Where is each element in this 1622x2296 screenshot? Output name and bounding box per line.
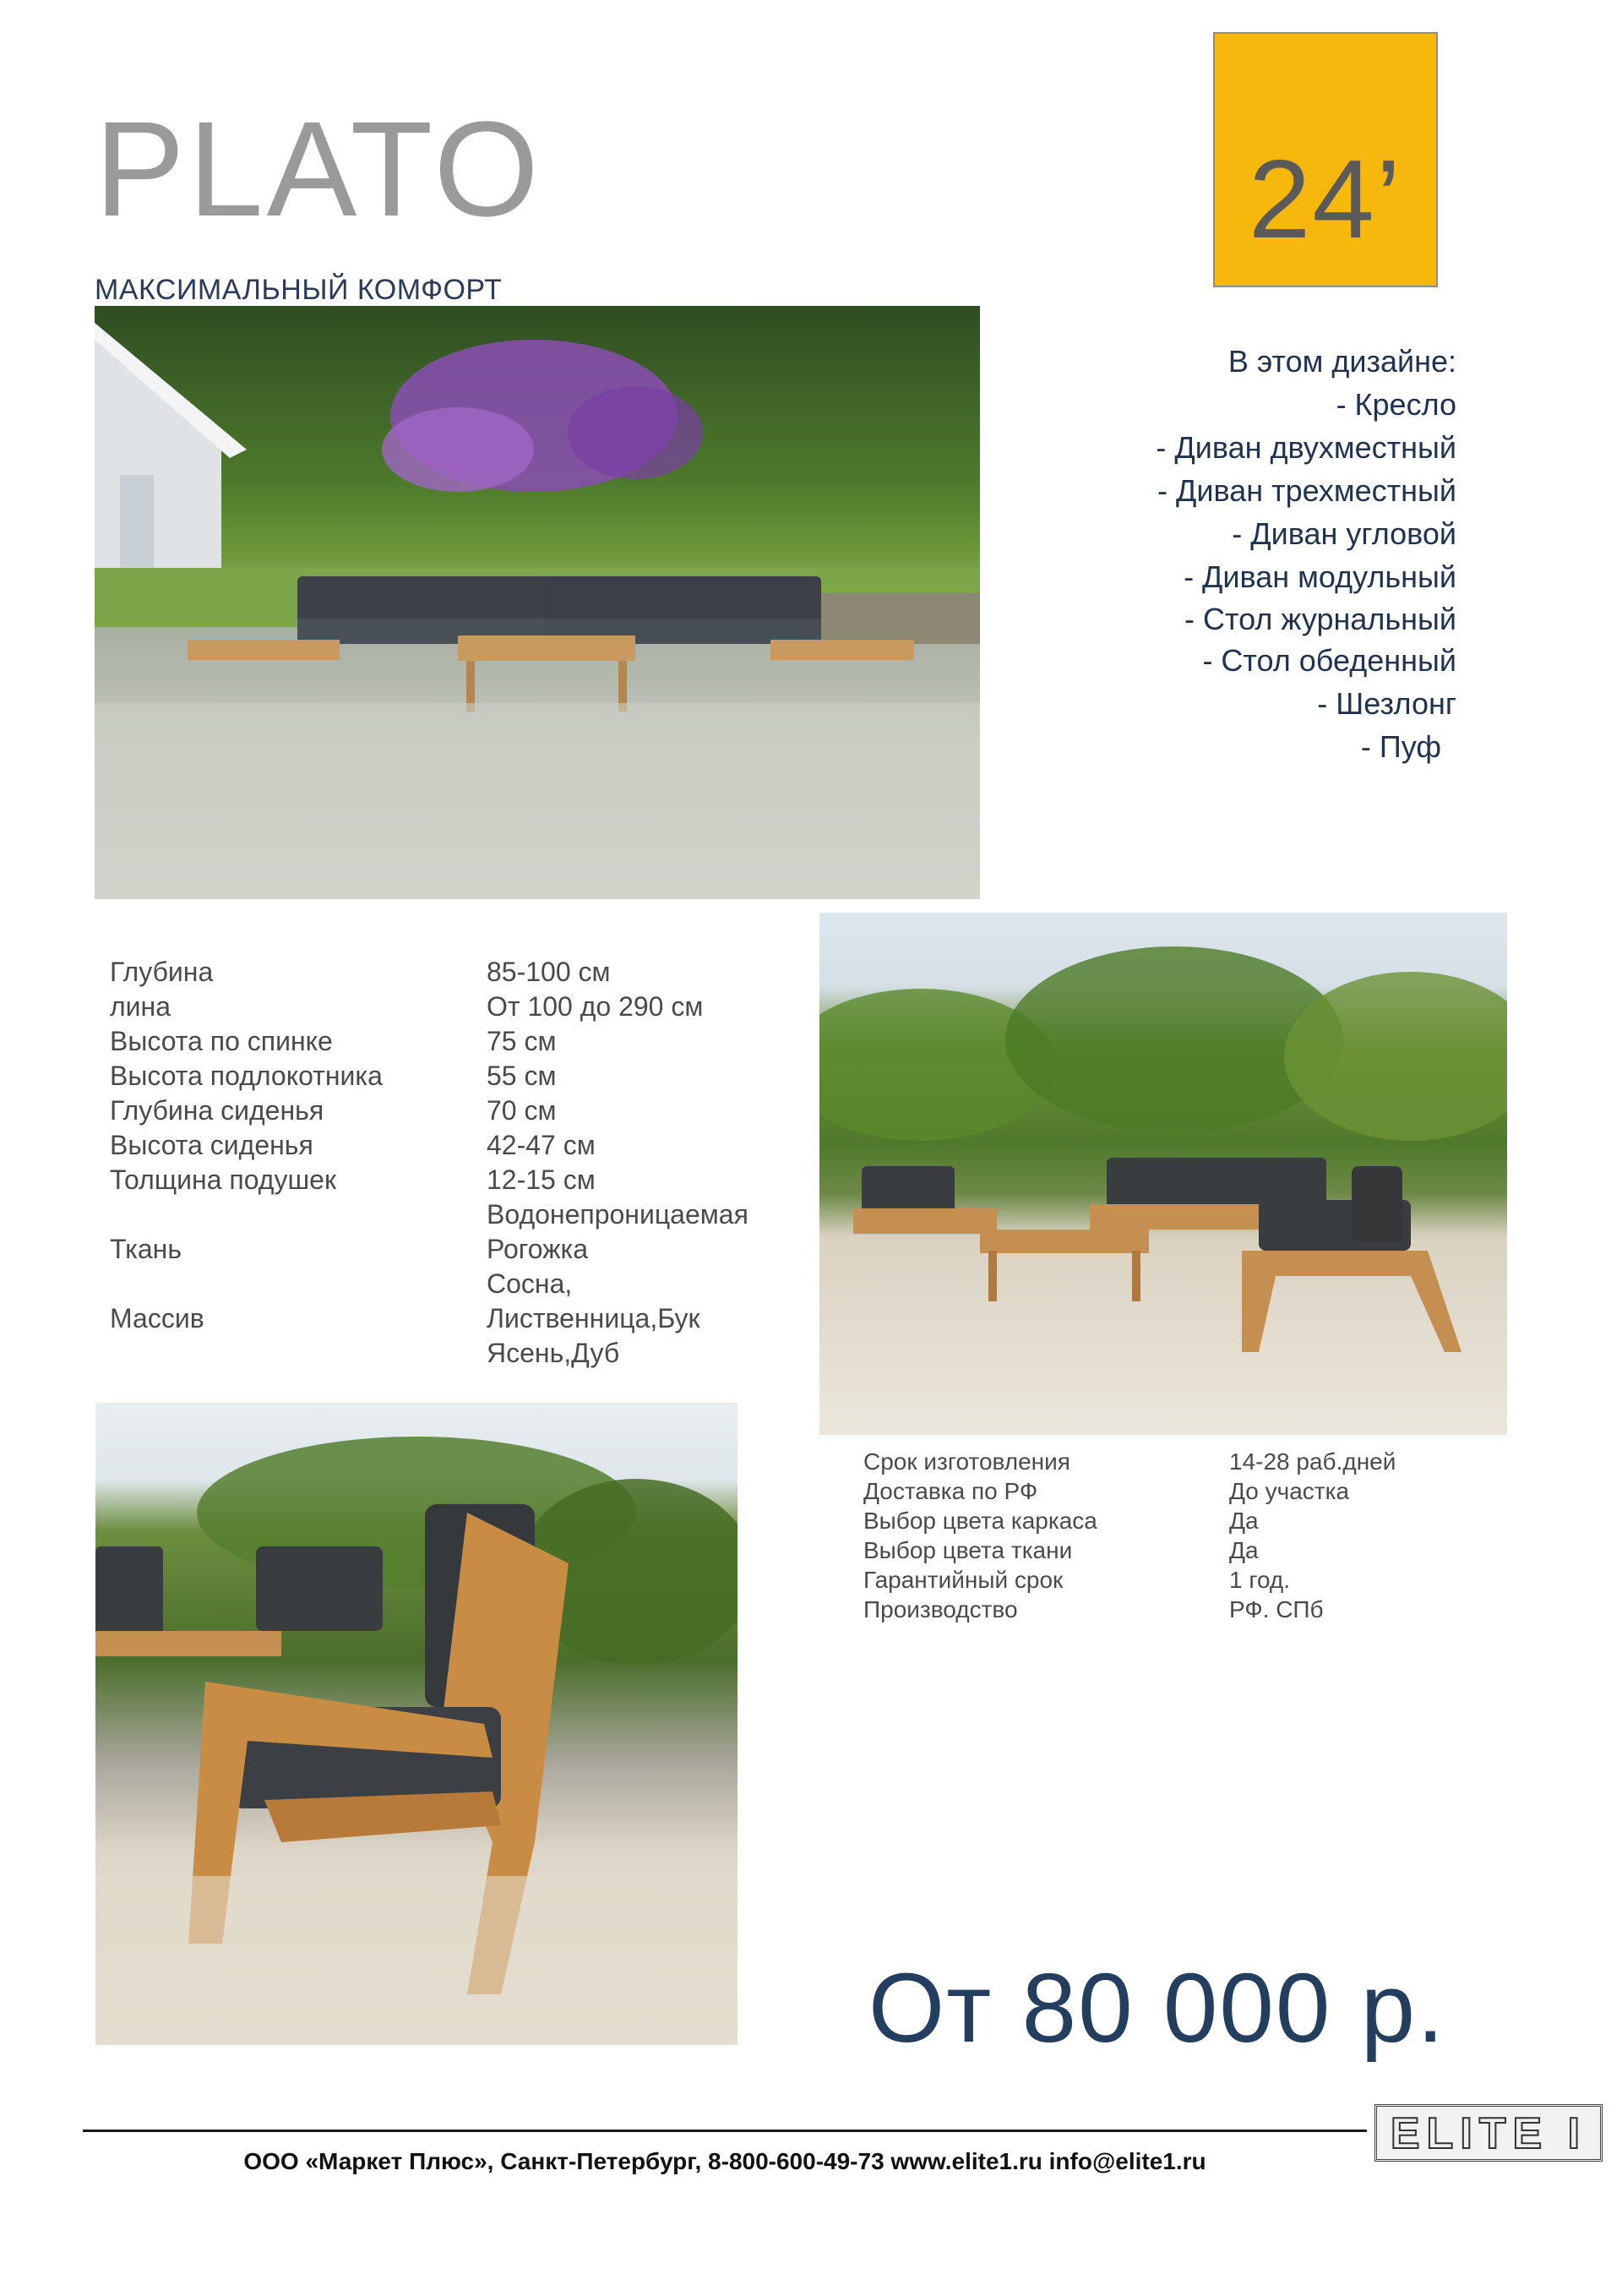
term-row	[863, 1450, 1455, 1480]
term-value: До участка	[1229, 1478, 1350, 1504]
design-item: - Кресло	[1336, 387, 1456, 422]
spec-label: Ткань	[110, 1234, 182, 1264]
design-item: - Диван трехместный	[1157, 473, 1456, 508]
spec-row	[110, 958, 803, 993]
term-row	[863, 1539, 1455, 1568]
specs-table	[110, 958, 803, 1374]
spec-value: 42-47 см	[487, 1130, 596, 1160]
spec-row	[110, 1132, 803, 1166]
photo-illustration	[819, 913, 1507, 1435]
design-item: - Шезлонг	[1317, 686, 1456, 721]
design-item: - Диван угловой	[1232, 516, 1456, 551]
spec-row	[110, 1028, 803, 1062]
design-heading: В этом дизайне:	[1227, 344, 1456, 379]
term-row	[863, 1598, 1455, 1628]
term-label: Выбор цвета ткани	[863, 1537, 1073, 1563]
spec-value: Лиственница,Бук	[487, 1303, 700, 1333]
spec-row	[110, 1097, 803, 1132]
brand-logo-text: ELITE I	[1390, 2109, 1587, 2158]
spec-value: Рогожка	[487, 1234, 589, 1264]
page-title: PLATO	[95, 93, 542, 244]
spec-label: Массив	[110, 1303, 204, 1333]
spec-value: 70 см	[487, 1095, 557, 1126]
design-item: - Диван модульный	[1184, 559, 1456, 594]
armchair-closeup-photo	[95, 1403, 738, 2045]
term-label: Производство	[863, 1596, 1018, 1622]
photo-illustration	[95, 1403, 738, 2045]
term-value: 1 год.	[1229, 1567, 1291, 1593]
spec-value: 55 см	[487, 1061, 557, 1091]
term-row	[863, 1568, 1455, 1598]
spec-label: Глубина сиденья	[110, 1095, 324, 1126]
spec-label: Глубина	[110, 957, 214, 987]
spec-label: Толщина подушек	[110, 1164, 336, 1195]
design-item: - Стол журнальный	[1184, 602, 1456, 636]
design-item: - Диван двухместный	[1156, 430, 1456, 465]
spec-row-fabric	[110, 1201, 803, 1270]
size-badge	[1213, 32, 1438, 287]
price-label: От 80 000 р.	[868, 1953, 1446, 2063]
terms-table	[863, 1450, 1455, 1628]
spec-value: От 100 до 290 см	[487, 991, 704, 1022]
spec-label: лина	[110, 991, 171, 1022]
brand-logo	[1374, 2104, 1603, 2162]
spec-value: 12-15 см	[487, 1164, 596, 1195]
footer-contacts: ООО «Маркет Плюс», Санкт-Петербург, 8-800-600-49-73 www.elite1.ru info@elite1.ru	[243, 2148, 1206, 2174]
design-item: - Пуф	[1360, 729, 1441, 764]
spec-value: Водонепроницаемая	[487, 1199, 748, 1230]
badge-label: 24’	[1248, 137, 1403, 261]
design-list	[1156, 346, 1456, 775]
term-value: Да	[1229, 1508, 1259, 1534]
spec-label: Высота сиденья	[110, 1130, 313, 1160]
term-value: 14-28 раб.дней	[1229, 1448, 1396, 1475]
spec-value: 75 см	[487, 1026, 557, 1056]
term-row	[863, 1480, 1455, 1509]
spec-row	[110, 1166, 803, 1201]
terrace-sofa-set-photo	[819, 913, 1507, 1435]
photo-illustration	[95, 306, 980, 899]
term-label: Срок изготовления	[863, 1448, 1070, 1475]
term-label: Выбор цвета каркаса	[863, 1508, 1097, 1534]
garden-corner-sofa-photo	[95, 306, 980, 899]
page-subtitle: МАКСИМАЛЬНЫЙ КОМФОРТ	[95, 274, 503, 306]
spec-value: Сосна,	[487, 1268, 573, 1299]
spec-row-wood	[110, 1270, 803, 1374]
footer-divider	[83, 2130, 1367, 2132]
design-item: - Стол обеденный	[1202, 643, 1456, 678]
spec-row	[110, 1062, 803, 1097]
spec-label: Высота по спинке	[110, 1026, 333, 1056]
spec-row	[110, 993, 803, 1028]
term-row	[863, 1509, 1455, 1539]
term-label: Доставка по РФ	[863, 1478, 1038, 1504]
term-label: Гарантийный срок	[863, 1567, 1064, 1593]
term-value: Да	[1229, 1537, 1259, 1563]
term-value: РФ. СПб	[1229, 1596, 1324, 1622]
spec-value: Ясень,Дуб	[487, 1338, 620, 1368]
spec-value: 85-100 см	[487, 957, 611, 987]
spec-label: Высота подлокотника	[110, 1061, 383, 1091]
